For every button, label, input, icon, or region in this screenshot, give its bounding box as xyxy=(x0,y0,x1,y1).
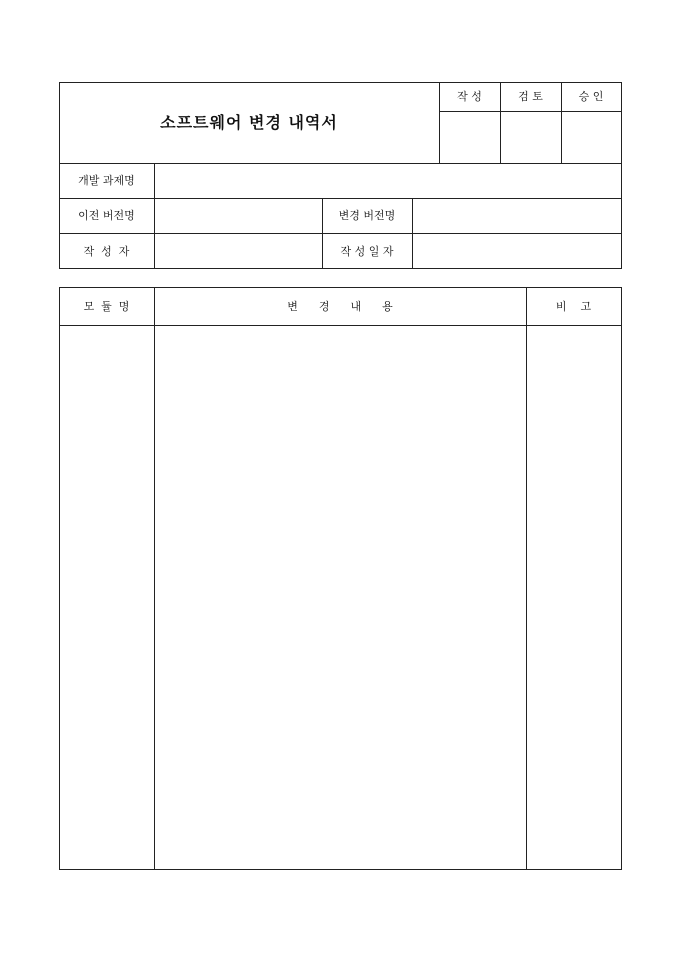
date-label: 작 성 일 자 xyxy=(340,244,394,258)
column-header-content: 변 경 내 용 xyxy=(287,299,393,313)
approval-approve-label: 승 인 xyxy=(578,90,604,103)
approval-approve-signature-box[interactable] xyxy=(562,112,620,162)
change-content-column-area[interactable] xyxy=(155,326,526,869)
approval-review-label: 검 토 xyxy=(518,90,543,103)
date-field[interactable] xyxy=(413,234,621,268)
author-label: 작 성 자 xyxy=(83,244,130,258)
author-field[interactable] xyxy=(155,234,322,268)
approval-write-signature-box[interactable] xyxy=(440,112,499,162)
project-name-field[interactable] xyxy=(155,164,621,198)
prev-version-label: 이전 버전명 xyxy=(78,209,135,222)
document-title: 소프트웨어 변경 내역서 xyxy=(160,112,338,132)
new-version-field[interactable] xyxy=(413,199,621,233)
module-name-column-area[interactable] xyxy=(60,326,154,869)
project-name-label: 개발 과제명 xyxy=(78,174,135,187)
column-header-note: 비 고 xyxy=(555,299,592,313)
note-column-area[interactable] xyxy=(527,326,621,869)
prev-version-field[interactable] xyxy=(155,199,322,233)
new-version-label: 변경 버전명 xyxy=(338,209,396,222)
approval-review-signature-box[interactable] xyxy=(501,112,560,162)
column-header-module: 모 듈 명 xyxy=(83,299,130,313)
approval-write-label: 작 성 xyxy=(457,90,482,103)
